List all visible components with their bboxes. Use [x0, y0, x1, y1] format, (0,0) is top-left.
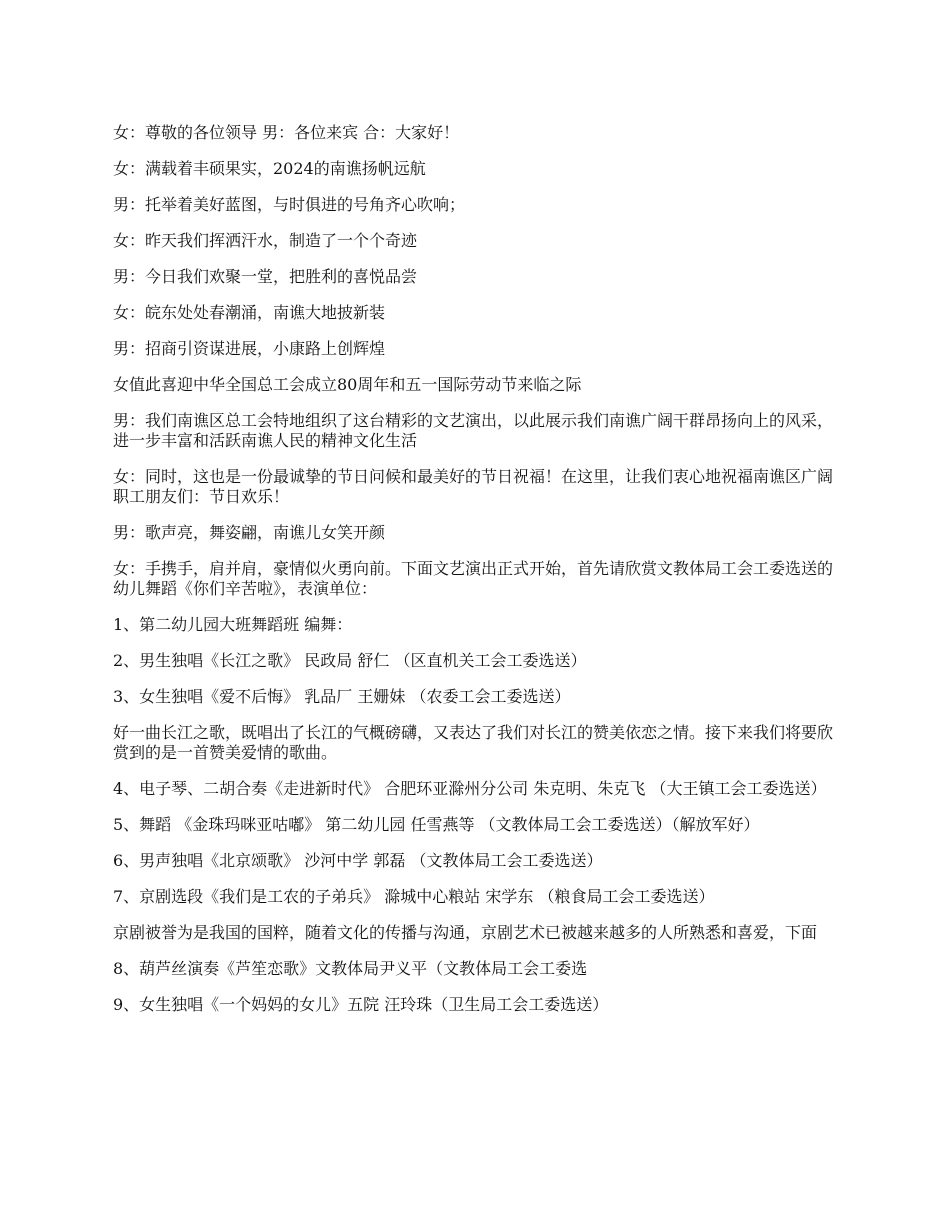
paragraph-line-4: 女：昨天我们挥洒汗水，制造了一个个奇迹 [113, 231, 418, 250]
paragraph-line-3: 男：托举着美好蓝图，与时俱进的号角齐心吹响； [113, 195, 466, 214]
paragraph-opening-greeting: 女：尊敬的各位领导 男：各位来宾 合：大家好！ [113, 123, 460, 142]
program-item-7: 7、京剧选段《我们是工农的子弟兵》 滁城中心粮站 宋学东 （粮食局工会工委选送） [113, 887, 715, 906]
paragraph-transition-2: 京剧被誉为是我国的国粹，随着文化的传播与沟通，京剧艺术已被越来越多的人所熟悉和喜爱，下面 [113, 923, 818, 942]
program-item-4: 4、电子琴、二胡合奏《走进新时代》 合肥环亚滁州分公司 朱克明、朱克飞 （大王镇工会工委选送） [113, 779, 827, 798]
program-item-8: 8、葫芦丝演奏《芦笙恋歌》文教体局尹义平（文教体局工会工委选 [113, 959, 588, 978]
paragraph-line-5: 男：今日我们欢聚一堂，把胜利的喜悦品尝 [113, 267, 418, 286]
program-item-3: 3、女生独唱《爱不后悔》 乳品厂 王姗妹 （农委工会工委选送） [113, 687, 571, 706]
paragraph-line-12: 女：手携手，肩并肩，豪情似火勇向前。下面文艺演出正式开始，首先请欣赏文教体局工会工委选送的幼儿舞蹈《你们辛苦啦》，表演单位： [113, 559, 834, 598]
program-item-6: 6、男声独唱《北京颂歌》 沙河中学 郭磊 （文教体局工会工委选送） [113, 851, 603, 870]
document-page [113, 123, 840, 1031]
program-item-2: 2、男生独唱《长江之歌》 民政局 舒仁 （区直机关工会工委选送） [113, 651, 587, 670]
paragraph-transition-1: 好一曲长江之歌，既唱出了长江的气概磅礴，又表达了我们对长江的赞美依恋之情。接下来我们将要欣赏到的是一首赞美爱情的歌曲。 [113, 723, 834, 762]
paragraph-line-7: 男：招商引资谋进展，小康路上创辉煌 [113, 339, 386, 358]
program-item-9: 9、女生独唱《一个妈妈的女儿》五院 汪玲珠（卫生局工会工委选送） [113, 995, 609, 1014]
paragraph-line-2: 女：满载着丰硕果实，2024的南谯扬帆远航 [113, 159, 426, 178]
program-item-5: 5、舞蹈 《金珠玛咪亚咕嘟》 第二幼儿园 任雪燕等 （文教体局工会工委选送）（解放军好） [113, 815, 760, 834]
paragraph-line-8: 女值此喜迎中华全国总工会成立80周年和五一国际劳动节来临之际 [113, 375, 582, 394]
paragraph-line-10: 女：同时，这也是一份最诚挚的节日问候和最美好的节日祝福！在这里，让我们衷心地祝福南谯区广阔职工朋友们：节日欢乐！ [113, 467, 834, 506]
paragraph-line-6: 女：皖东处处春潮涌，南谯大地披新装 [113, 303, 386, 322]
paragraph-line-9: 男：我们南谯区总工会特地组织了这台精彩的文艺演出，以此展示我们南谯广阔干群昂扬向上的风采，进一步丰富和活跃南谯人民的精神文化生活 [113, 411, 834, 450]
paragraph-line-11: 男：歌声亮，舞姿翩，南谯儿女笑开颜 [113, 523, 386, 542]
program-item-1: 1、第二幼儿园大班舞蹈班 编舞： [113, 615, 353, 634]
